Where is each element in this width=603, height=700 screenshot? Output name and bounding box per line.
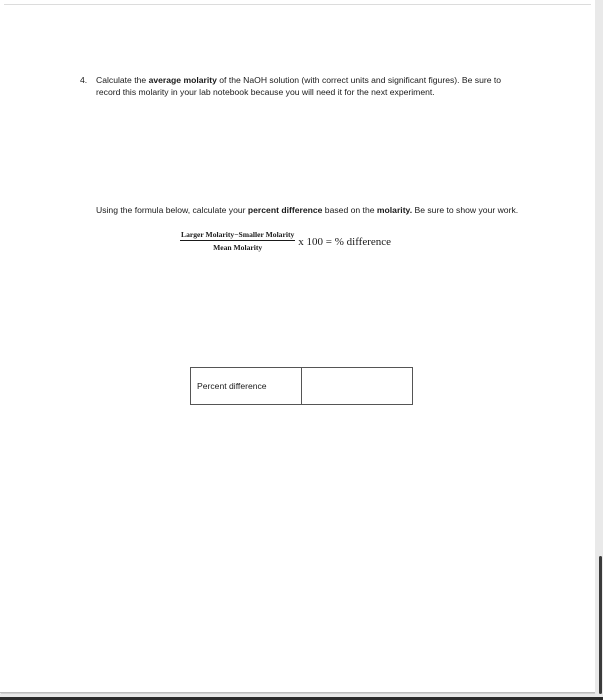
formula-denominator: Mean Molarity [213, 243, 263, 252]
table-row [191, 368, 413, 405]
question-4-number: 4. [80, 75, 88, 85]
percent-difference-formula [180, 230, 391, 252]
percent-difference-answer-cell[interactable] [302, 368, 413, 405]
formula-fraction [180, 230, 295, 252]
emphasis-molarity: molarity. [376, 205, 413, 215]
emphasis-percent-difference: percent difference [247, 205, 323, 215]
formula-rhs: x 100 = % difference [298, 236, 392, 248]
page-top-rule [4, 4, 591, 5]
scrollbar-thumb[interactable] [599, 556, 602, 694]
percent-difference-table [190, 367, 413, 405]
formula-numerator: Larger Molarity−Smaller Molarity [181, 230, 295, 239]
percent-difference-label: Percent difference [191, 368, 302, 405]
emphasis-average-molarity: average molarity [148, 75, 217, 85]
percent-difference-instruction: Using the formula below, calculate your percent difference based on the molarity. Be sure to show your work. [96, 205, 519, 215]
question-4-text: Calculate the average molarity of the NaOH solution (with correct units and significant figures). Be sure to record this molarity in your lab notebook because you will need it for the next experiment. [96, 75, 502, 97]
question-4 [80, 74, 520, 98]
vertical-scrollbar[interactable] [595, 0, 603, 700]
